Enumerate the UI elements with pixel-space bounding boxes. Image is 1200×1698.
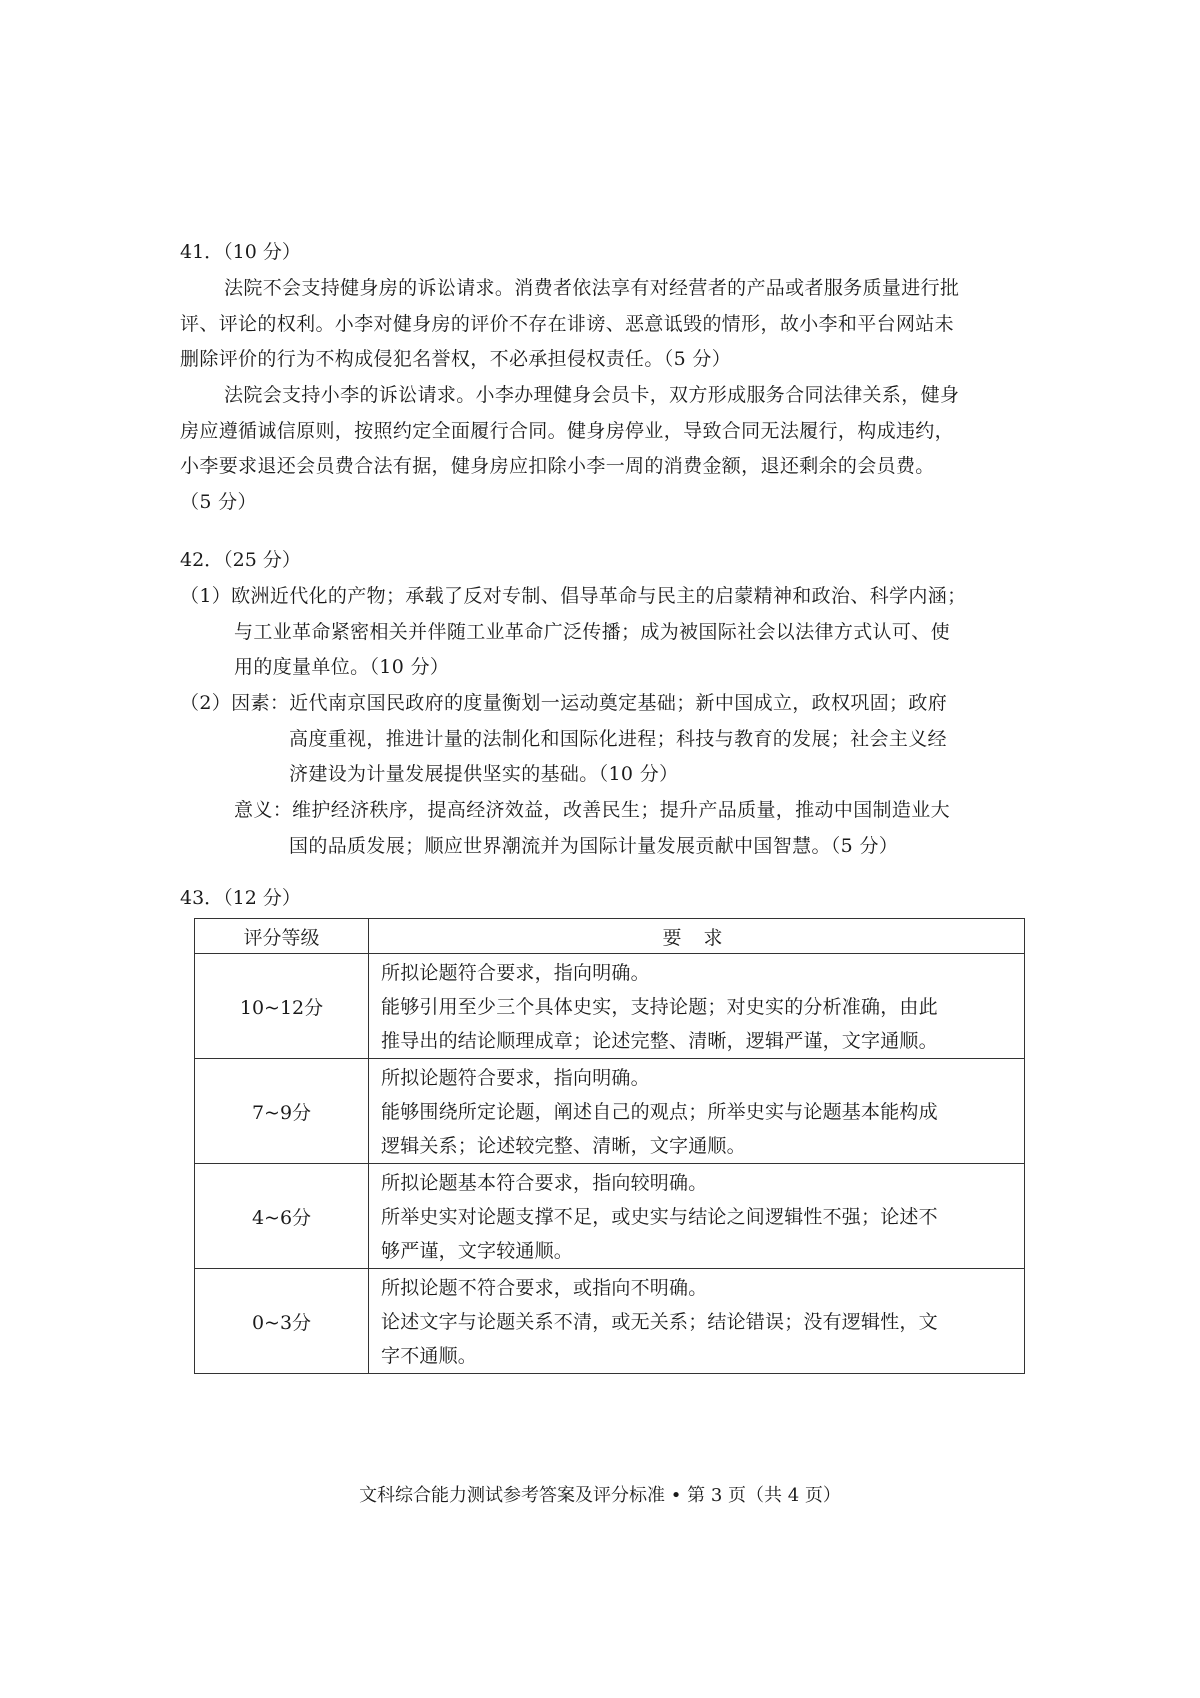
rubric-requirement-line: 逻辑关系；论述较完整、清晰，文字通顺。 — [381, 1135, 746, 1157]
rubric-requirement-line: 能够围绕所定论题，阐述自己的观点；所举史实与论题基本能构成 — [381, 1101, 938, 1123]
rubric-level-cell: 4~6分 — [195, 1164, 369, 1269]
rubric-requirement-line: 所拟论题符合要求，指向明确。 — [381, 962, 650, 984]
q41-line-2: 评、评论的权利。小李对健身房的评价不存在诽谤、恶意诋毁的情形，故小李和平台网站未 — [180, 313, 955, 335]
rubric-requirement-line: 够严谨，文字较通顺。 — [381, 1240, 574, 1262]
page-footer: 文科综合能力测试参考答案及评分标准 • 第 3 页（共 4 页） — [359, 1485, 841, 1506]
scoring-rubric-table — [194, 918, 1025, 1374]
rubric-requirement-cell — [369, 1059, 1025, 1164]
rubric-requirement-cell — [369, 954, 1025, 1059]
rubric-requirement-line: 所举史实对论题支撑不足，或史实与结论之间逻辑性不强；论述不 — [381, 1206, 938, 1228]
rubric-row — [195, 1269, 1025, 1374]
rubric-level-cell: 0~3分 — [195, 1269, 369, 1374]
q41-line-4: 法院会支持小李的诉讼请求。小李办理健身会员卡，双方形成服务合同法律关系，健身 — [224, 384, 960, 406]
rubric-level-cell: 7~9分 — [195, 1059, 369, 1164]
rubric-row — [195, 1059, 1025, 1164]
rubric-requirement-line: 所拟论题不符合要求，或指向不明确。 — [381, 1277, 708, 1299]
q42-part2-factors-line-1: （2）因素：近代南京国民政府的度量衡划一运动奠定基础；新中国成立，政权巩固；政府 — [180, 692, 948, 714]
rubric-requirement-cell — [369, 1269, 1025, 1374]
q41-heading: 41．（10 分） — [180, 241, 301, 263]
q41-line-3: 删除评价的行为不构成侵犯名誉权，不必承担侵权责任。（5 分） — [180, 348, 732, 370]
q42-part2-factors-line-2: 高度重视，推进计量的法制化和国际化进程；科技与教育的发展；社会主义经 — [289, 728, 947, 750]
q42-part1-line-1: （1）欧洲近代化的产物；承载了反对专制、倡导革命与民主的启蒙精神和政治、科学内涵； — [180, 585, 967, 607]
q41-line-5: 房应遵循诚信原则，按照约定全面履行合同。健身房停业，导致合同无法履行，构成违约， — [180, 420, 955, 442]
q42-heading: 42．（25 分） — [180, 549, 301, 571]
rubric-level-cell: 10~12分 — [195, 954, 369, 1059]
q42-part2-factors-line-3: 济建设为计量发展提供坚实的基础。（10 分） — [289, 763, 679, 785]
q41-line-7: （5 分） — [180, 491, 257, 513]
rubric-header-requirement: 要 求 — [369, 919, 1025, 954]
rubric-requirement-line: 推导出的结论顺理成章；论述完整、清晰，逻辑严谨，文字通顺。 — [381, 1030, 938, 1052]
q42-part2-meaning-line-2: 国的品质发展；顺应世界潮流并为国际计量发展贡献中国智慧。（5 分） — [289, 835, 899, 857]
rubric-header-level: 评分等级 — [195, 919, 369, 954]
q41-line-1: 法院不会支持健身房的诉讼请求。消费者依法享有对经营者的产品或者服务质量进行批 — [224, 277, 960, 299]
q42-part1-line-2: 与工业革命紧密相关并伴随工业革命广泛传播；成为被国际社会以法律方式认可、使 — [234, 621, 950, 643]
rubric-row — [195, 1164, 1025, 1269]
rubric-requirement-line: 所拟论题符合要求，指向明确。 — [381, 1067, 650, 1089]
rubric-requirement-line: 论述文字与论题关系不清，或无关系；结论错误；没有逻辑性，文 — [381, 1311, 938, 1333]
q43-heading: 43．（12 分） — [180, 887, 301, 909]
rubric-requirement-line: 所拟论题基本符合要求，指向较明确。 — [381, 1172, 708, 1194]
rubric-requirement-cell — [369, 1164, 1025, 1269]
rubric-requirement-line: 能够引用至少三个具体史实，支持论题；对史实的分析准确，由此 — [381, 996, 938, 1018]
q41-line-6: 小李要求退还会员费合法有据，健身房应扣除小李一周的消费金额，退还剩余的会员费。 — [180, 455, 935, 477]
q42-part1-line-3: 用的度量单位。（10 分） — [234, 656, 450, 678]
rubric-requirement-line: 字不通顺。 — [381, 1345, 478, 1367]
q42-part2-meaning-line-1: 意义：维护经济秩序，提高经济效益，改善民生；提升产品质量，推动中国制造业大 — [234, 799, 950, 821]
rubric-row — [195, 954, 1025, 1059]
rubric-header-row — [195, 919, 1025, 954]
